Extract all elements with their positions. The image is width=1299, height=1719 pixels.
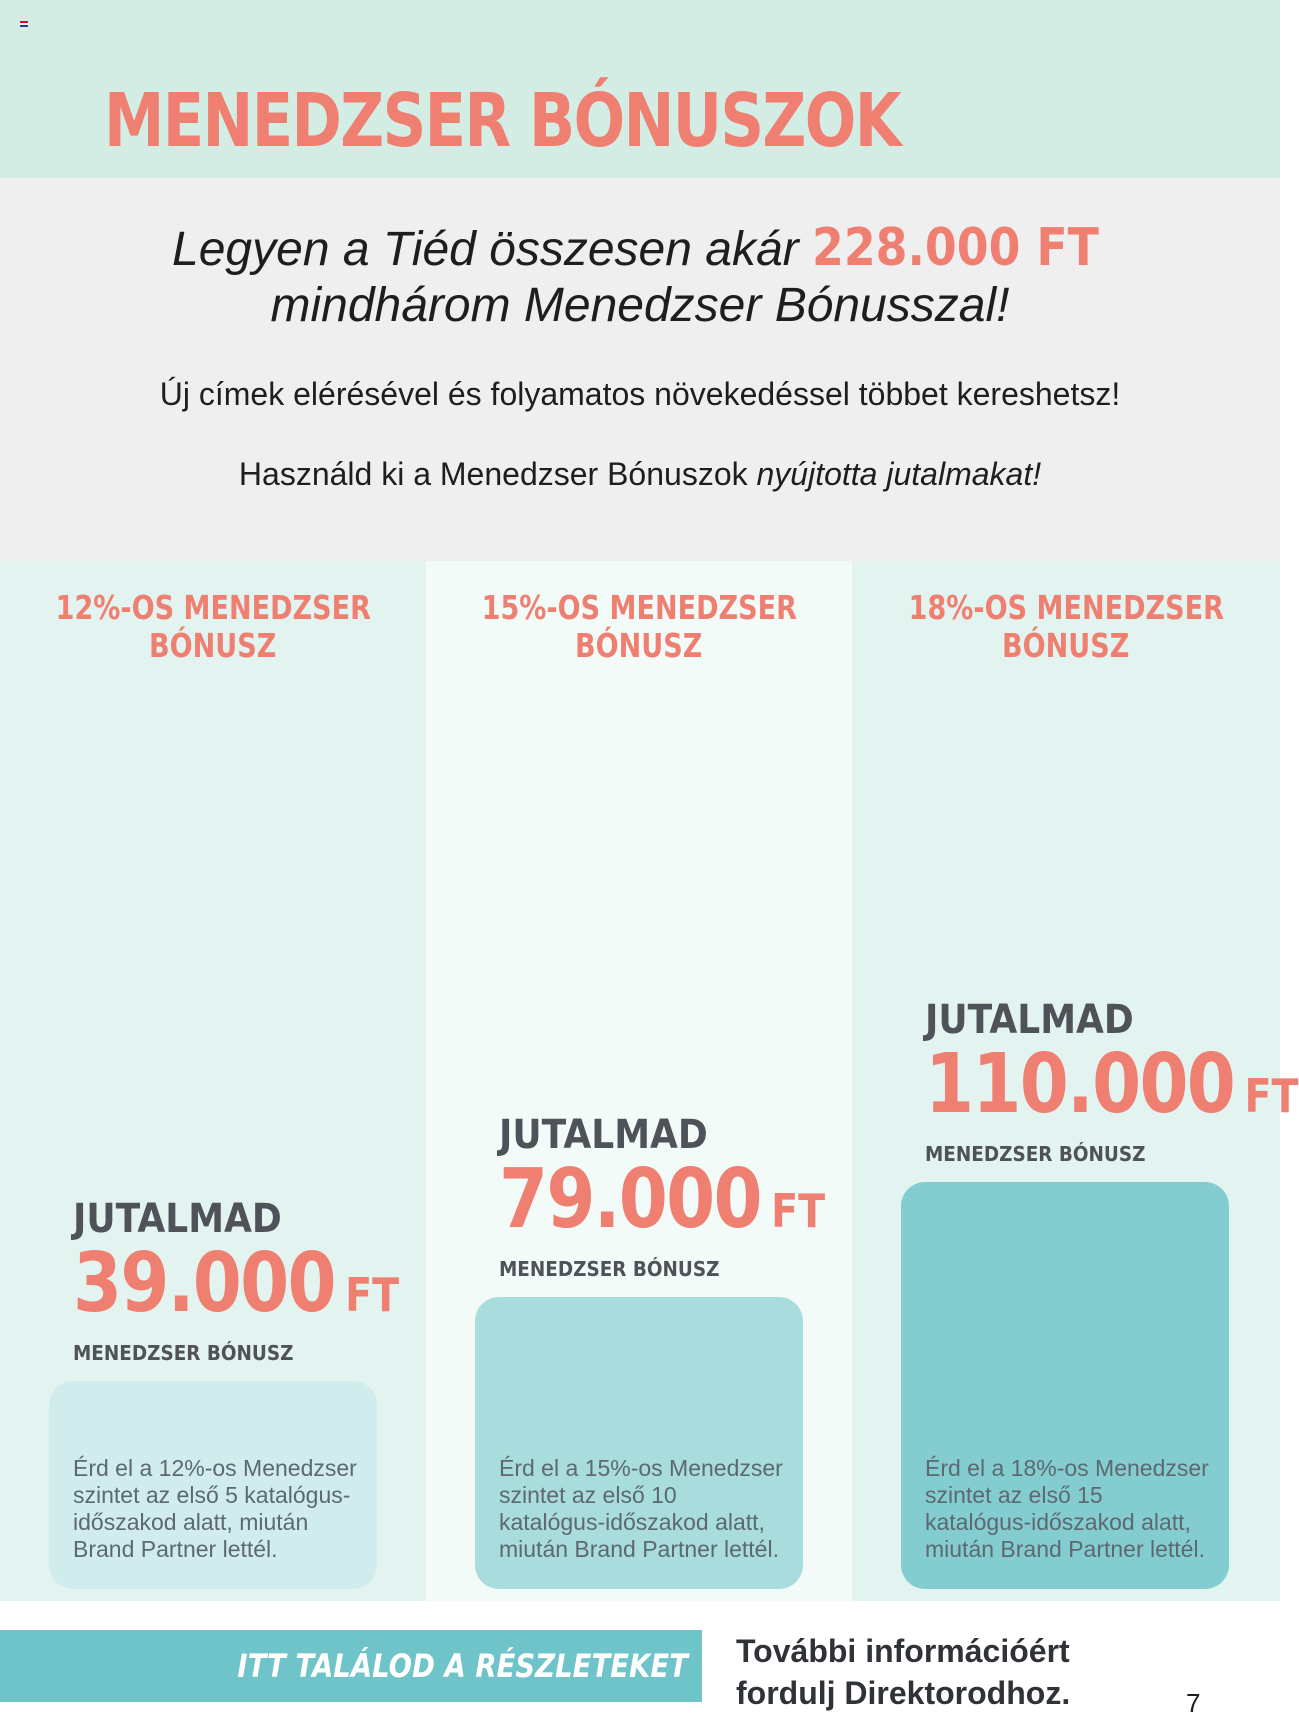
bonus-title-line-2: BÓNUSZ [575,626,703,665]
headline-total-amount: 228.000 FT [812,218,1099,278]
bonus-title-line-1: 15%-OS MENEDZSER [481,588,797,627]
footer-info [736,1630,1070,1714]
reward-amount [499,1152,825,1247]
reward-amount-value: 110.000 [925,1037,1235,1132]
headline-line-2: mindhárom Menedzser Bónusszal! [270,279,1010,332]
reward-label: JUTALMAD [925,997,1134,1043]
reward-amount [925,1037,1298,1132]
bonus-description: Érd el a 15%-os Menedzser szintet az első 10 katalógus-időszakod alatt, miután Brand Partner lettél. [499,1455,783,1562]
flag-icon [20,21,28,27]
reward-amount-value: 39.000 [73,1236,335,1331]
subtitle-2-plain: Használd ki a Menedzser Bónuszok [238,456,757,492]
bonus-column-18 [852,561,1299,1601]
reward-sub-label: MENEDZSER BÓNUSZ [499,1257,720,1281]
reward-sub-label: MENEDZSER BÓNUSZ [73,1341,294,1365]
bonus-title-line-2: BÓNUSZ [149,626,277,665]
bonus-title [852,589,1280,665]
bonus-title-line-2: BÓNUSZ [1002,626,1130,665]
page-title: MENEDZSER BÓNUSZOK [104,78,901,164]
bonus-bar [901,1182,1229,1589]
reward-label: JUTALMAD [73,1196,282,1242]
details-link-label[interactable]: ITT TALÁLOD A RÉSZLETEKET [237,1647,688,1685]
subtitle-1: Új címek elérésével és folyamatos növekedéssel többet kereshetsz! [159,376,1121,412]
bonus-bar [49,1381,377,1589]
details-link[interactable] [0,1630,688,1702]
bonus-description: Érd el a 12%-os Menedzser szintet az első 5 katalógus-időszakod alatt, miután Brand Partner lettél. [73,1455,357,1562]
bonus-column-12 [0,561,426,1601]
bonus-title [0,589,426,665]
reward-amount-value: 79.000 [499,1152,761,1247]
reward-amount [73,1236,399,1331]
headline-line-1 [0,218,1280,278]
reward-currency: FT [345,1268,400,1322]
footer-info-line-2: fordulj Direktorodhoz. [736,1675,1071,1711]
reward-sub-label: MENEDZSER BÓNUSZ [925,1142,1146,1166]
bonus-title [426,589,852,665]
bonus-title-line-1: 12%-OS MENEDZSER [55,588,371,627]
reward-currency: FT [1244,1069,1299,1123]
page-number: 7 [1186,1688,1201,1718]
footer-info-line-1: További információért [736,1633,1070,1669]
subtitle-2 [0,456,1280,493]
reward-label: JUTALMAD [499,1112,708,1158]
bonus-title-line-1: 18%-OS MENEDZSER [908,588,1224,627]
subtitle-2-italic: nyújtotta jutalmakat! [756,456,1042,492]
intro-section [0,178,1280,561]
bonus-description: Érd el a 18%-os Menedzser szintet az első 15 katalógus-időszakod alatt, miután Brand Partner lettél. [925,1455,1209,1562]
headline-text: Legyen a Tiéd összesen akár [172,223,812,276]
bonus-bar [475,1297,803,1589]
bonus-column-15 [426,561,852,1601]
reward-currency: FT [771,1184,826,1238]
